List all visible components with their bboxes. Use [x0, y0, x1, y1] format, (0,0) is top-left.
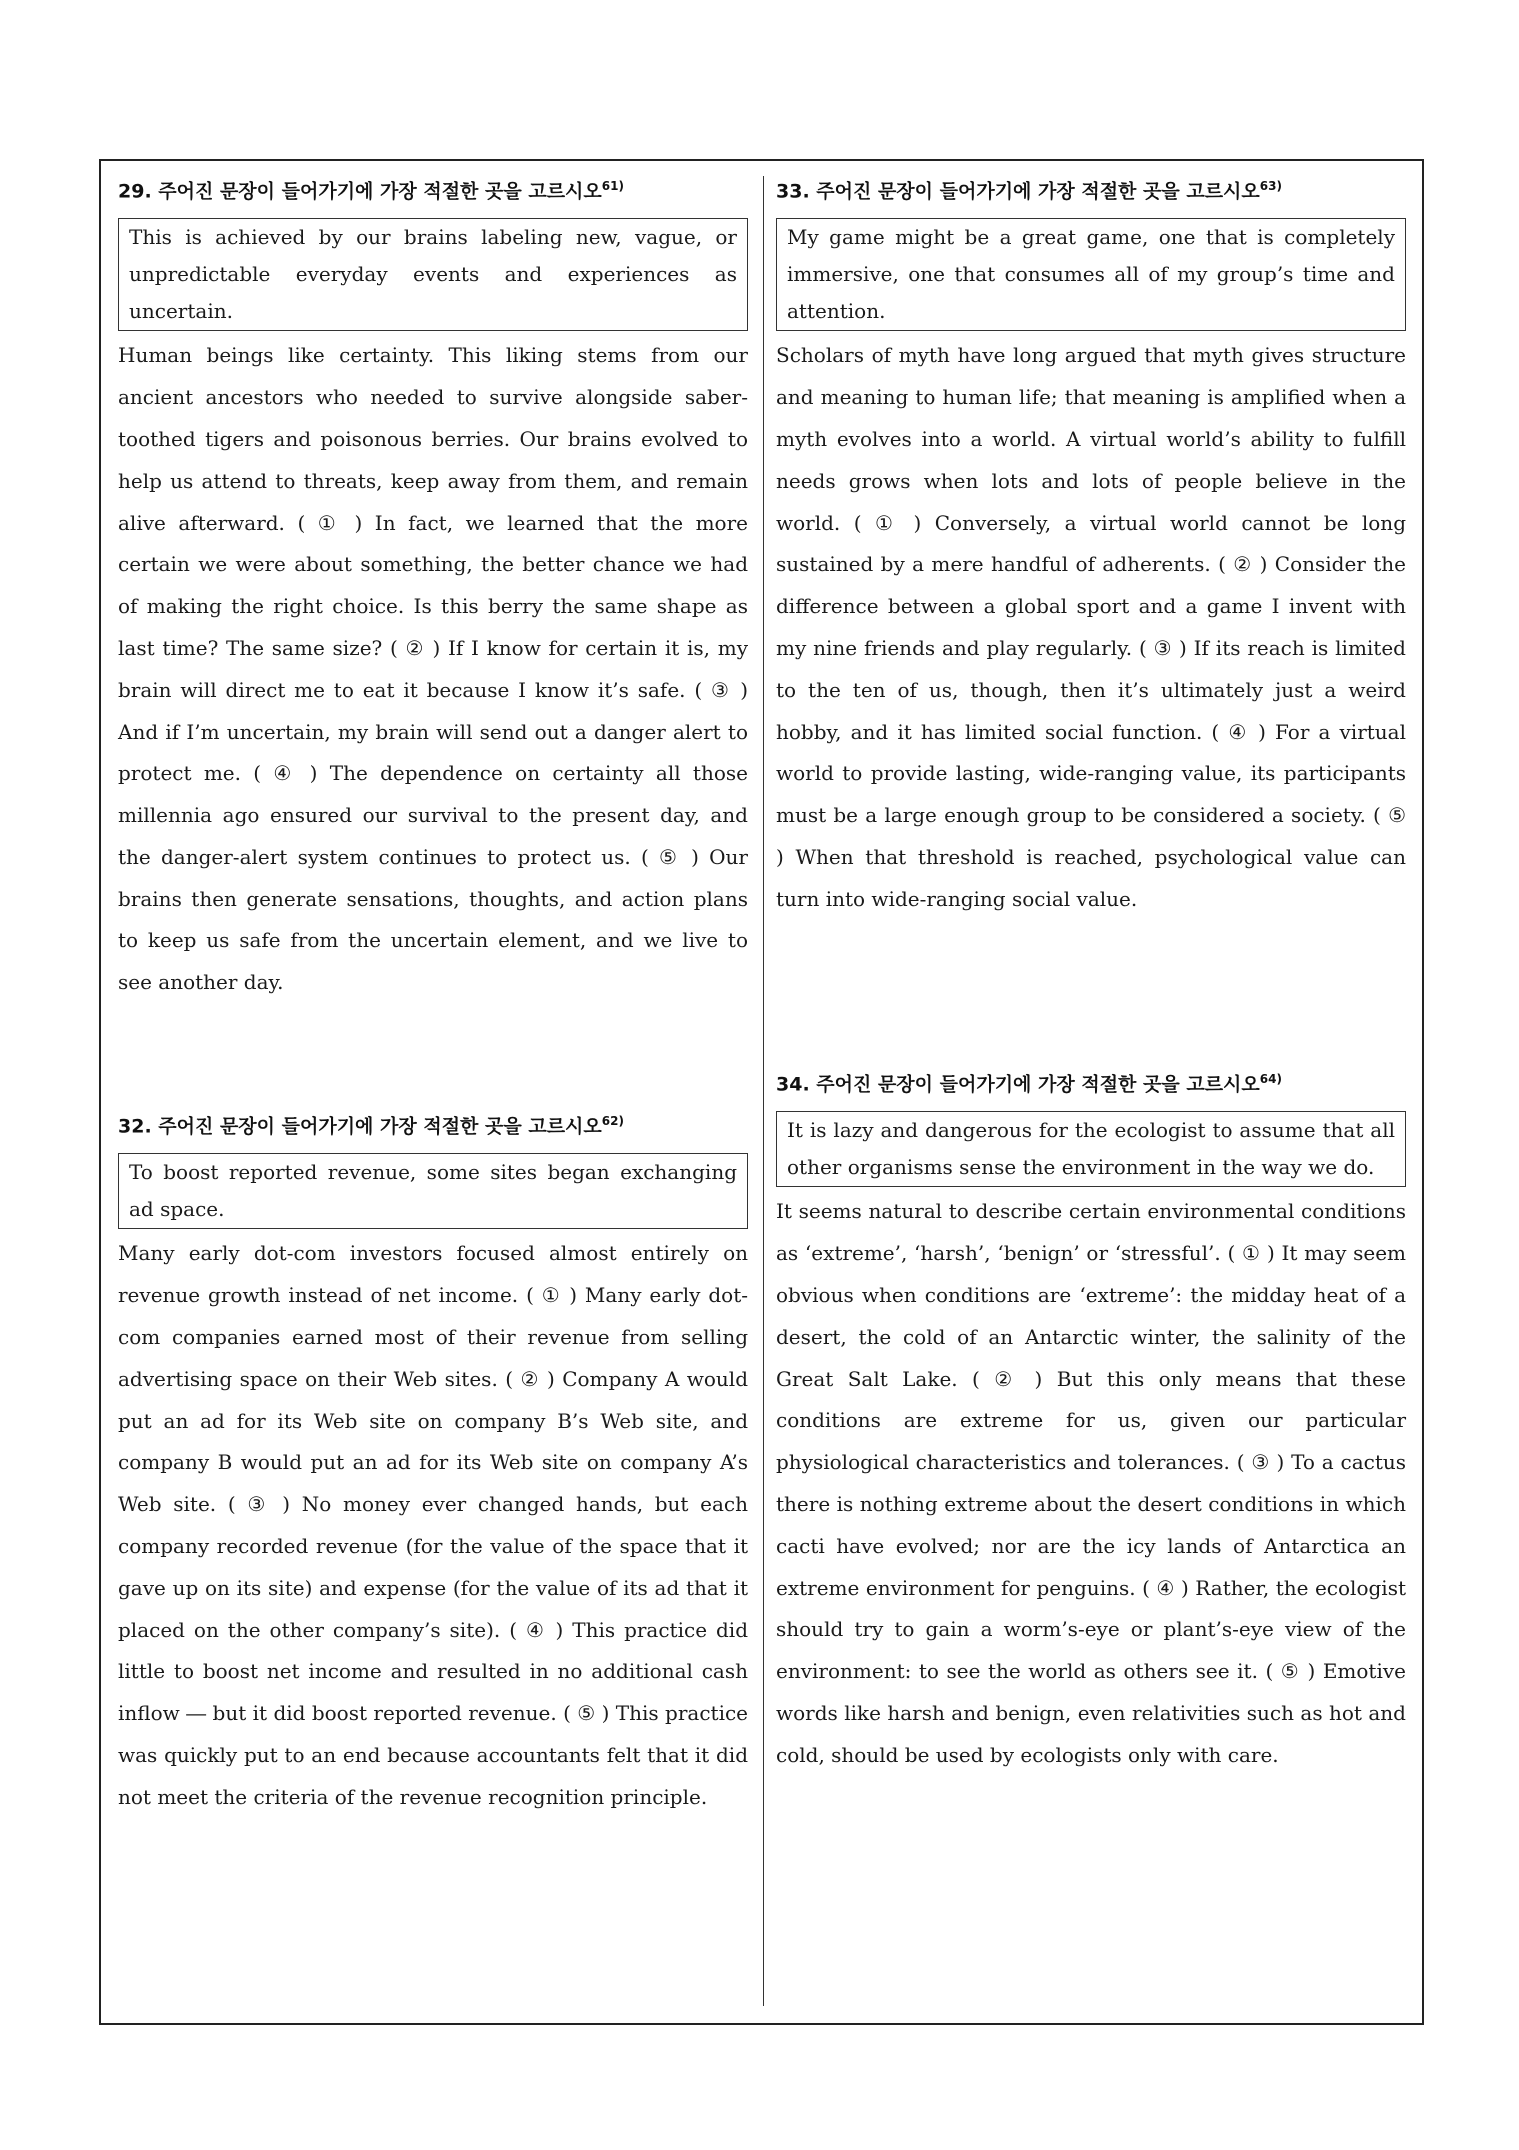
column-divider: [763, 176, 764, 2006]
question-32: [118, 1108, 748, 1818]
question-33: [776, 173, 1406, 920]
question-34: [776, 1066, 1406, 1776]
question-29: [118, 173, 748, 1004]
given-sentence-box: It is lazy and dangerous for the ecologist to assume that all other organisms sense the environment in the way we do.: [776, 1111, 1406, 1187]
passage: Many early dot-com investors focused almost entirely on revenue growth instead of net income. ( ① ) Many early dot-com companies earned most of their revenue from selling advertising space on their Web sites. ( ② ) Company A would put an ad for its Web site on company B’s Web site, and company B would put an ad for its Web site on company A’s Web site. ( ③ ) No money ever changed hands, but each company recorded revenue (for the value of the space that it gave up on its site) and expense (for the value of its ad that it placed on the other company’s site). ( ④ ) This practice did little to boost net income and resulted in no additional cash inflow ― but it did boost reported revenue. ( ⑤ ) This practice was quickly put to an end because accountants felt that it did not meet the criteria of the revenue recognition principle.: [118, 1241, 748, 1809]
passage: Scholars of myth have long argued that myth gives structure and meaning to human life; that meaning is amplified when a myth evolves into a world. A virtual world’s ability to fulfill needs grows when lots and lots of people believe in the world. ( ① ) Conversely, a virtual world cannot be long sustained by a mere handful of adherents. ( ② ) Consider the difference between a global sport and a game I invent with my nine friends and play regularly. ( ③ ) If its reach is limited to the ten of us, though, then it’s ultimately just a weird hobby, and it has limited social function. ( ④ ) For a virtual world to provide lasting, wide-ranging value, its participants must be a large enough group to be considered a society. ( ⑤ ) When that threshold is reached, psychological value can turn into wide-ranging social value.: [776, 343, 1406, 911]
question-title: 32. 주어진 문장이 들어가기에 가장 적절한 곳을 고르시오$^{62)}$: [118, 1114, 624, 1138]
passage: It seems natural to describe certain environmental conditions as ‘extreme’, ‘harsh’, ‘benign’ or ‘stressful’. ( ① ) It may seem obvious when conditions are ‘extreme’: the midday heat of a desert, the cold of an Antarctic winter, the salinity of the Great Salt Lake. ( ② ) But this only means that these conditions are extreme for us, given our particular physiological characteristics and tolerances. ( ③ ) To a cactus there is nothing extreme about the desert conditions in which cacti have evolved; nor are the icy lands of Antarctica an extreme environment for penguins. ( ④ ) Rather, the ecologist should try to gain a worm’s-eye or plant’s-eye view of the environment: to see the world as others see it. ( ⑤ ) Emotive words like harsh and benign, even relativities such as hot and cold, should be used by ecologists only with care.: [776, 1199, 1406, 1767]
passage: Human beings like certainty. This liking stems from our ancient ancestors who needed to survive alongside saber-toothed tigers and poisonous berries. Our brains evolved to help us attend to threats, keep away from them, and remain alive afterward. ( ① ) In fact, we learned that the more certain we were about something, the better chance we had of making the right choice. Is this berry the same shape as last time? The same size? ( ② ) If I know for certain it is, my brain will direct me to eat it because I know it’s safe. ( ③ ) And if I’m uncertain, my brain will send out a danger alert to protect me. ( ④ ) The dependence on certainty all those millennia ago ensured our survival to the present day, and the danger-alert system continues to protect us. ( ⑤ ) Our brains then generate sensations, thoughts, and action plans to keep us safe from the uncertain element, and we live to see another day.: [118, 343, 748, 995]
question-title: 33. 주어진 문장이 들어가기에 가장 적절한 곳을 고르시오$^{63)}$: [776, 179, 1282, 203]
given-sentence-box: This is achieved by our brains labeling new, vague, or unpredictable everyday events and experiences as uncertain.: [118, 218, 748, 331]
given-sentence-box: To boost reported revenue, some sites began exchanging ad space.: [118, 1153, 748, 1229]
given-sentence-box: My game might be a great game, one that is completely immersive, one that consumes all of my group’s time and attention.: [776, 218, 1406, 331]
question-title: 29. 주어진 문장이 들어가기에 가장 적절한 곳을 고르시오$^{61)}$: [118, 179, 624, 203]
question-title: 34. 주어진 문장이 들어가기에 가장 적절한 곳을 고르시오$^{64)}$: [776, 1072, 1282, 1096]
